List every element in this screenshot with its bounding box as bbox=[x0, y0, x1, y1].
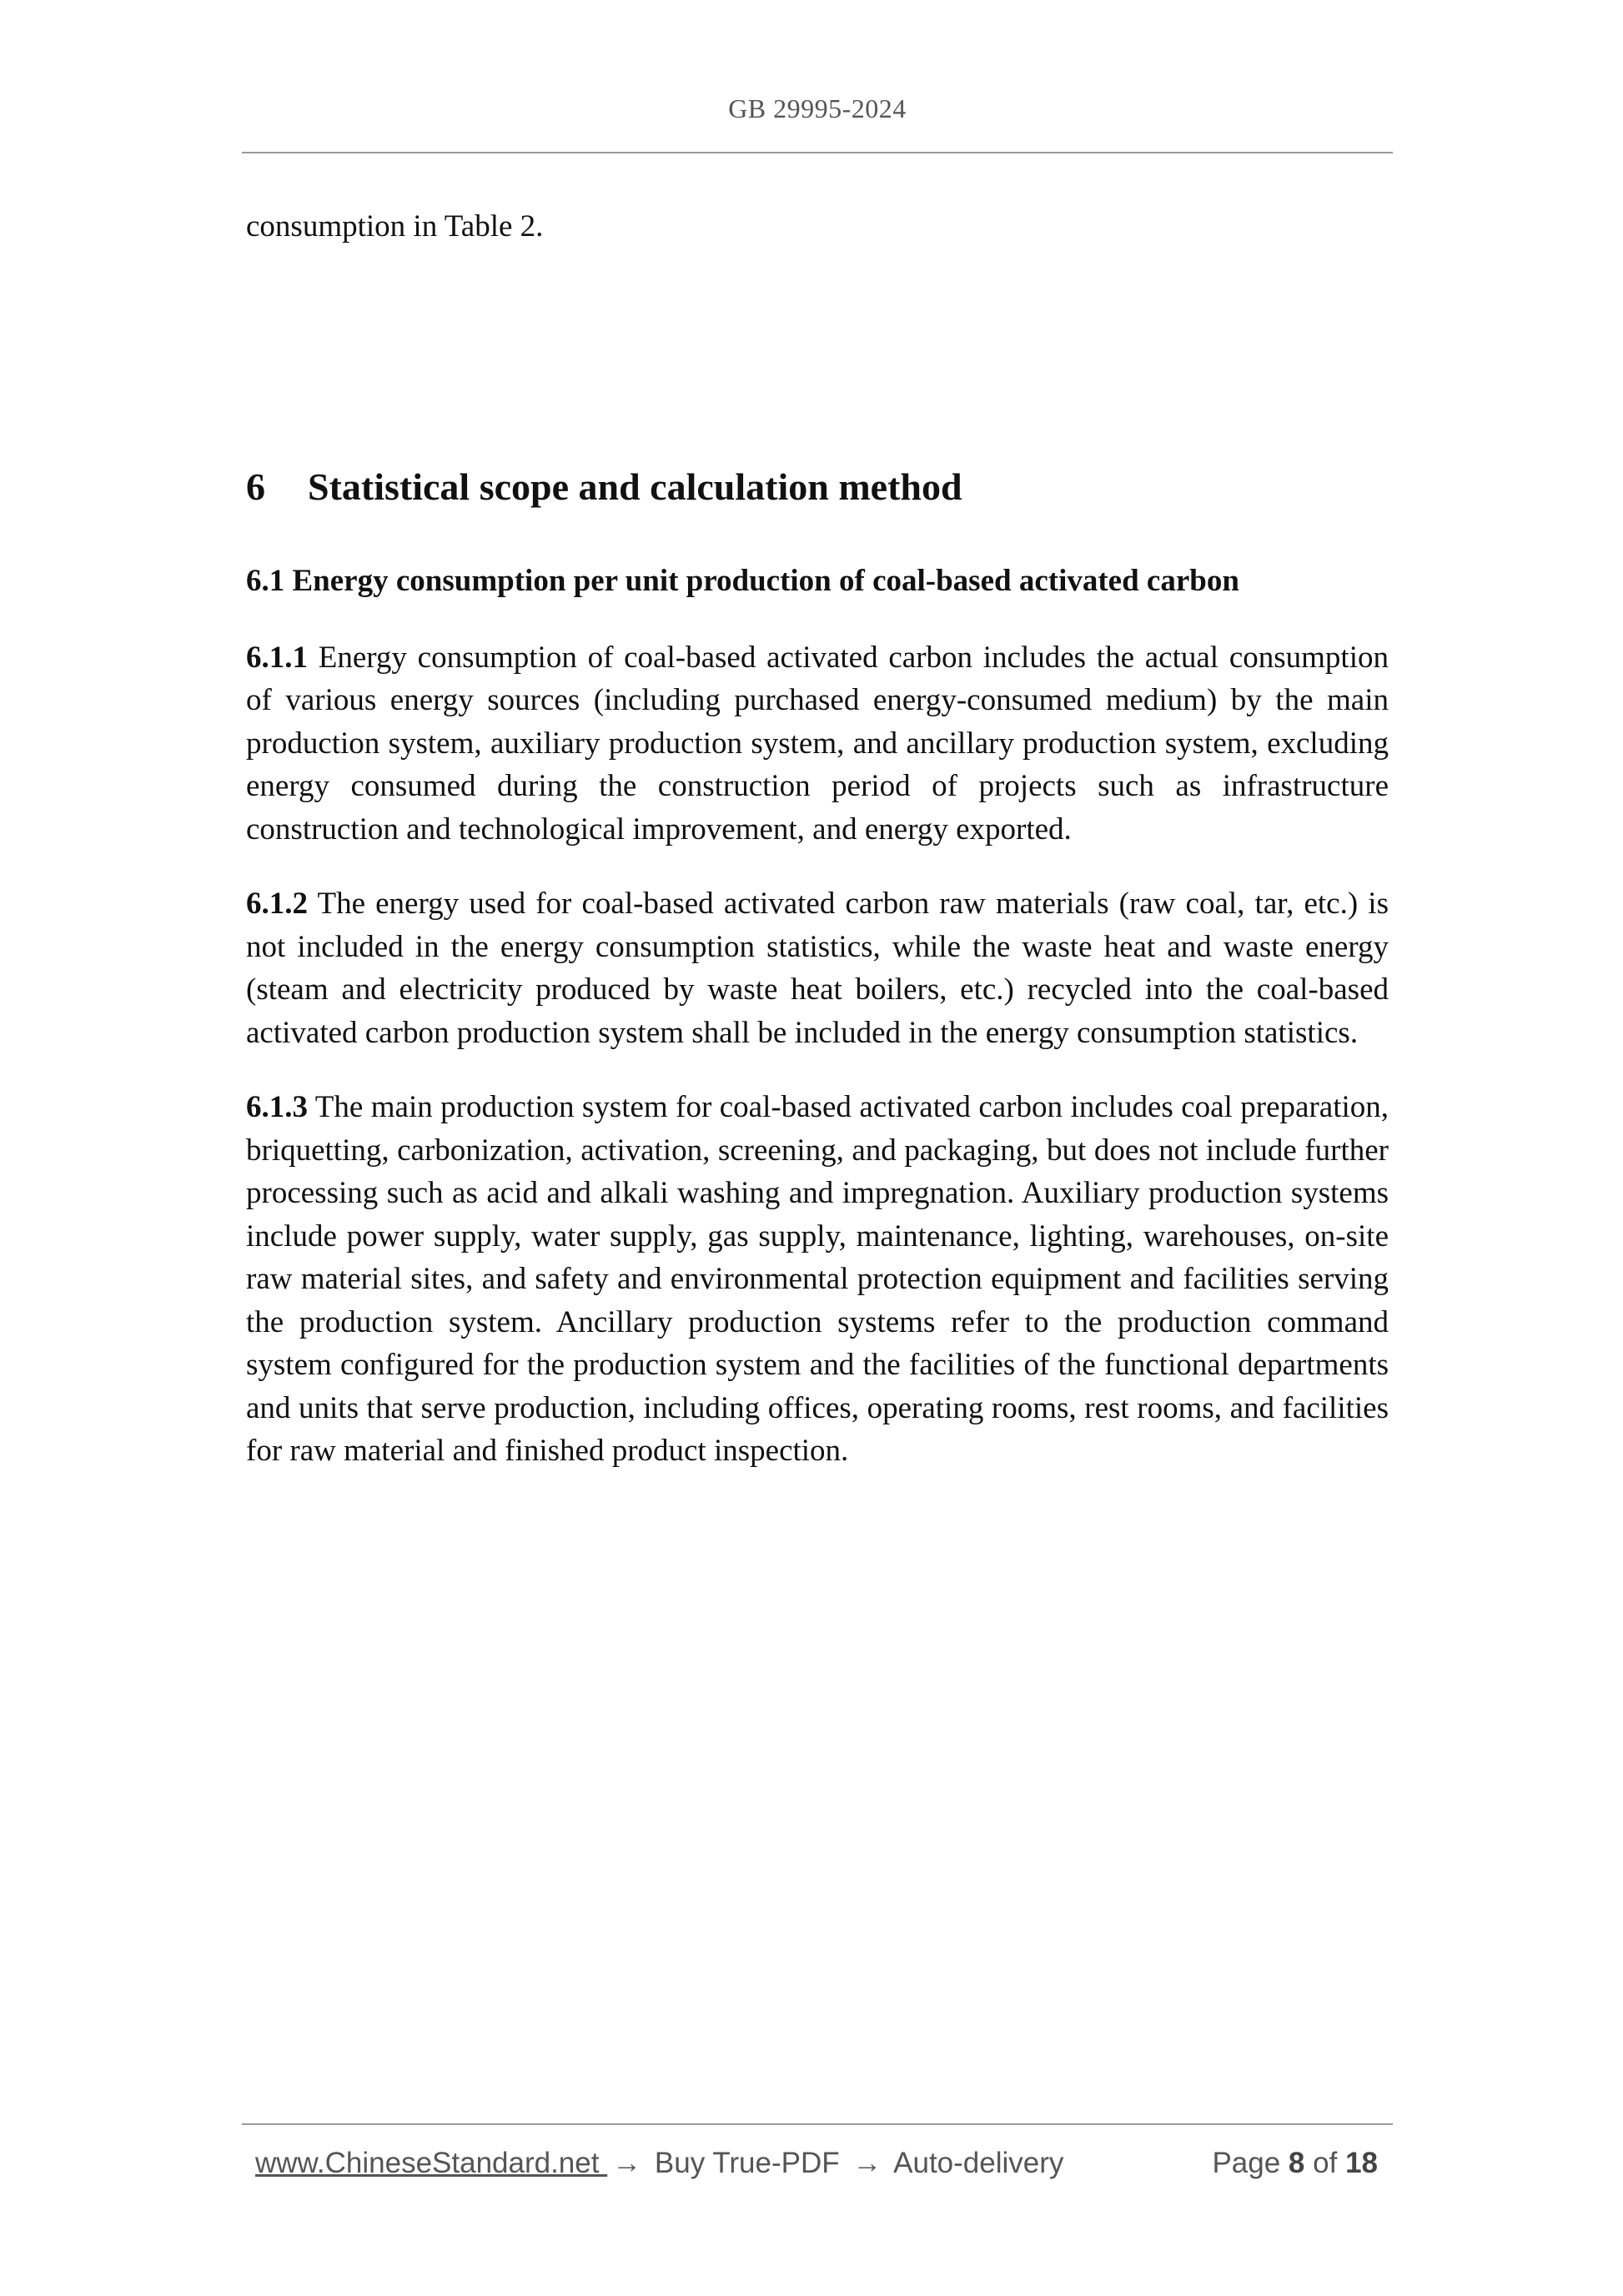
page-of-label: of bbox=[1313, 2147, 1338, 2179]
footer-divider bbox=[242, 2123, 1393, 2125]
clause-text: Energy consumption of coal-based activated carbon includes the actual consumption of various energy sources (including purchased energy-consumed medium) by the main production system, auxiliary production system, and ancillary production system, excluding energy consumed during the construction period of projects such as infrastructure construction and technological improvement, and energy exported. bbox=[246, 640, 1389, 847]
buy-pdf-text: Buy True-PDF bbox=[646, 2147, 848, 2179]
clause-text: The energy used for coal-based activated carbon raw materials (raw coal, tar, etc.) is not included in the energy consumption statistics, while the waste heat and waste energy (steam and electricity produced by waste heat boilers, etc.) recycled into the coal-based activated carbon production system shall be included in the energy consumption statistics. bbox=[246, 887, 1389, 1050]
running-header: GB 29995-2024 bbox=[728, 93, 907, 123]
clause-paragraph bbox=[246, 636, 1389, 852]
arrow-right-icon: → bbox=[612, 2147, 642, 2179]
page-footer bbox=[255, 2147, 1378, 2180]
section-heading bbox=[246, 464, 1389, 510]
page-current: 8 bbox=[1288, 2147, 1305, 2179]
website-link[interactable]: www.ChineseStandard.net bbox=[255, 2147, 608, 2179]
page-label: Page bbox=[1212, 2147, 1281, 2179]
subsection-heading: 6.1 Energy consumption per unit production of coal-based activated carbon bbox=[246, 563, 1239, 598]
clause-number: 6.1.3 bbox=[246, 1090, 308, 1124]
header-divider bbox=[242, 152, 1393, 153]
arrow-right-icon: → bbox=[852, 2147, 882, 2179]
section-number: 6 bbox=[246, 465, 265, 508]
intro-paragraph: consumption in Table 2. bbox=[246, 209, 544, 244]
clause-paragraph bbox=[246, 1086, 1389, 1473]
section-title: Statistical scope and calculation method bbox=[308, 465, 962, 508]
page-content bbox=[246, 205, 1389, 1473]
footer-promo bbox=[255, 2147, 1063, 2180]
page-number bbox=[1212, 2147, 1378, 2180]
auto-delivery-text: Auto-delivery bbox=[887, 2147, 1064, 2179]
clause-text: The main production system for coal-based activated carbon includes coal preparation, briquetting, carbonization, activation, screening, and packaging, but does not include further processing such as acid and alkali washing and impregnation. Auxiliary production systems include power supply, water supply, gas supply, maintenance, lighting, warehouses, on-site raw material sites, and safety and environmental protection equipment and facilities serving the production system. Ancillary production systems refer to the production command system configured for the production system and the facilities of the functional departments and units that serve production, including offices, operating rooms, rest rooms, and facilities for raw material and finished product inspection. bbox=[246, 1090, 1389, 1468]
clause-number: 6.1.1 bbox=[246, 640, 308, 675]
page-total: 18 bbox=[1345, 2147, 1378, 2179]
clause-number: 6.1.2 bbox=[246, 887, 308, 921]
clause-paragraph bbox=[246, 882, 1389, 1054]
